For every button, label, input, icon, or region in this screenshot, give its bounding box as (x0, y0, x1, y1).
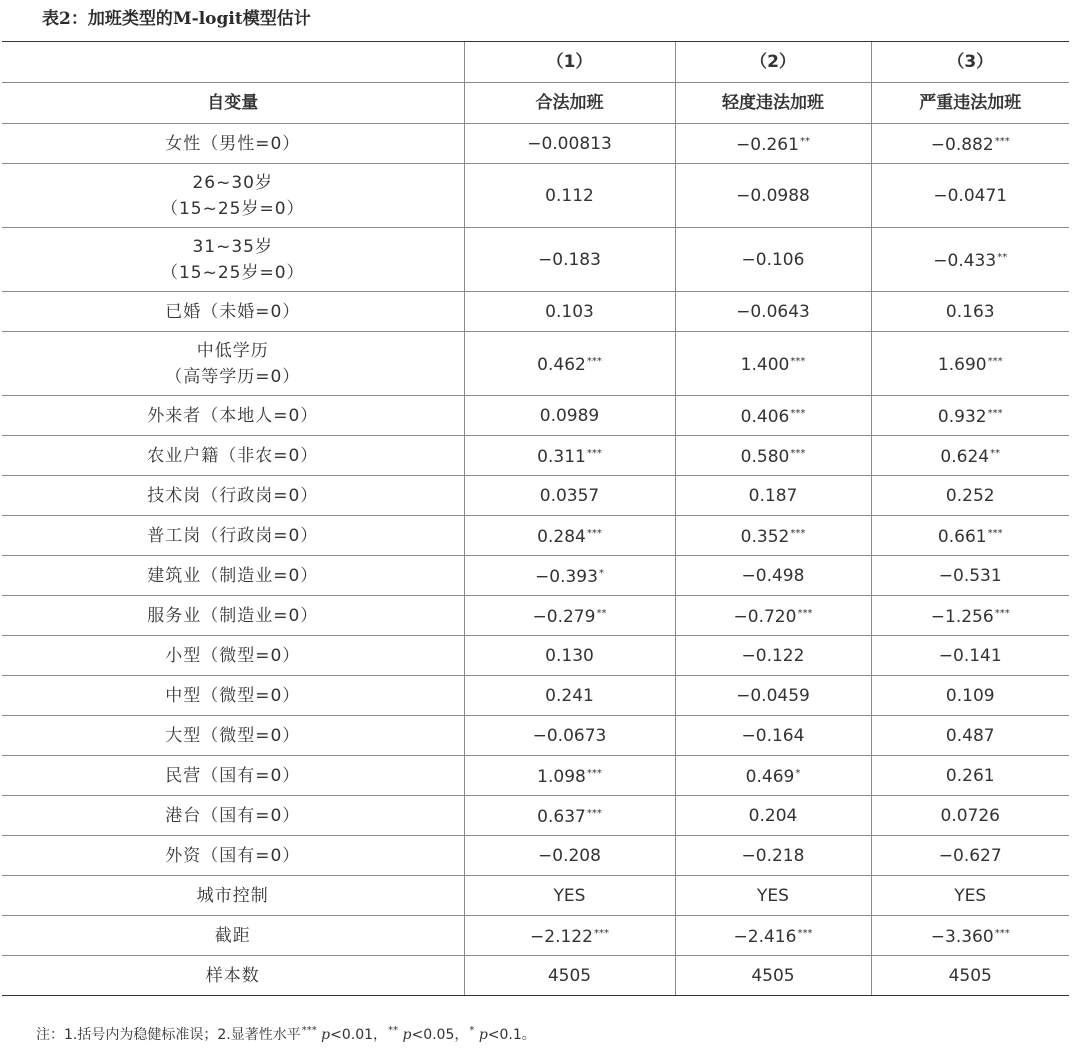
coefficient-cell (675, 476, 871, 516)
variable-name-line: 中低学历 (196, 340, 269, 361)
table-row (2, 476, 1069, 516)
coefficient-value: 4505 (751, 965, 795, 986)
p-symbol: p (402, 1027, 412, 1043)
variable-name-cell (2, 716, 464, 756)
coefficient-cell (871, 716, 1069, 756)
coefficient-value: −0.279 (532, 607, 596, 627)
significance-stars: *** (586, 356, 602, 367)
table-row (2, 332, 1069, 396)
significance-stars: *** (797, 608, 813, 619)
variable-name-line: 截距 (214, 925, 251, 946)
coefficient-value: −1.256 (930, 607, 994, 627)
coefficient-cell (464, 396, 675, 436)
variable-name-line: 外资（国有=0） (165, 845, 301, 866)
coefficient-cell (871, 124, 1069, 164)
model-number: （1） (464, 42, 675, 83)
coefficient-value: −2.416 (733, 927, 797, 947)
coefficient-value: 0.163 (945, 301, 995, 322)
variable-name-line: 26~30岁 (192, 172, 273, 193)
coefficient-cell (464, 292, 675, 332)
variable-name-line: 建筑业（制造业=0） (147, 565, 319, 586)
significance-stars: * (598, 568, 604, 579)
variable-name-line: 普工岗（行政岗=0） (147, 525, 319, 546)
coefficient-cell (464, 676, 675, 716)
coefficient-value: 0.284 (537, 527, 586, 547)
coefficient-value: 0.252 (945, 485, 995, 506)
variable-name-line: 女性（男性=0） (165, 133, 301, 154)
variable-name-line: 已婚（未婚=0） (165, 301, 301, 322)
model-number: （2） (675, 42, 871, 83)
significance-stars: *** (586, 768, 602, 779)
variable-name-line: 民营（国有=0） (165, 765, 301, 786)
coefficient-cell (675, 436, 871, 476)
coefficient-value: −3.360 (930, 927, 994, 947)
column-header: 轻度违法加班 (675, 83, 871, 124)
table-row (2, 836, 1069, 876)
table-row (2, 292, 1069, 332)
variable-name-cell (2, 124, 464, 164)
variable-name-line: 外来者（本地人=0） (147, 405, 319, 426)
coefficient-cell (675, 516, 871, 556)
variable-name-line: 技术岗（行政岗=0） (147, 485, 319, 506)
coefficient-value: 1.690 (937, 355, 987, 375)
coefficient-value: 0.406 (740, 407, 790, 427)
coefficient-value: 0.0989 (539, 405, 600, 426)
coefficient-value: YES (757, 885, 789, 906)
coefficient-cell (871, 836, 1069, 876)
coefficient-value: −0.00813 (527, 133, 612, 154)
coefficient-value: −0.106 (741, 249, 805, 270)
coefficient-value: −0.0673 (532, 725, 607, 746)
coefficient-cell (871, 396, 1069, 436)
column-header: 合法加班 (464, 83, 675, 124)
table-note (36, 1024, 536, 1044)
coefficient-cell (675, 836, 871, 876)
variable-name-line: （高等学历=0） (165, 366, 301, 387)
table-row (2, 556, 1069, 596)
coefficient-value: 0.109 (945, 685, 995, 706)
coefficient-cell (675, 396, 871, 436)
significance-stars: ** (596, 608, 607, 619)
table-row (2, 124, 1069, 164)
coefficient-cell (675, 716, 871, 756)
coefficient-cell (464, 956, 675, 996)
variable-name-cell (2, 876, 464, 916)
significance-marker: ** (388, 1025, 399, 1036)
variable-name-cell (2, 756, 464, 796)
table-body (2, 124, 1069, 996)
model-number: （3） (871, 42, 1069, 83)
coefficient-cell (871, 636, 1069, 676)
coefficient-value: −0.164 (741, 725, 805, 746)
coefficient-cell (871, 916, 1069, 956)
table-row (2, 756, 1069, 796)
coefficient-value: 0.311 (537, 447, 586, 467)
coefficient-value: −0.627 (938, 845, 1002, 866)
coefficient-cell (871, 756, 1069, 796)
coefficient-cell (464, 756, 675, 796)
coefficient-value: 1.098 (537, 767, 586, 787)
significance-stars: ** (799, 136, 810, 147)
coefficient-value: −0.0471 (933, 185, 1008, 206)
coefficient-cell (464, 796, 675, 836)
coefficient-cell (871, 556, 1069, 596)
coefficient-cell (675, 676, 871, 716)
variable-name-cell (2, 916, 464, 956)
variable-name-line: 农业户籍（非农=0） (147, 445, 319, 466)
significance-stars: *** (790, 408, 806, 419)
model-number-row (2, 42, 1069, 83)
coefficient-value: 0.103 (545, 301, 594, 322)
coefficient-value: 0.469 (745, 767, 795, 787)
coefficient-cell (675, 876, 871, 916)
significance-stars: *** (987, 408, 1003, 419)
variable-name-line: 中型（微型=0） (165, 685, 301, 706)
note-threshold: <0.05， (411, 1027, 469, 1043)
coefficient-cell (871, 292, 1069, 332)
coefficient-cell (871, 436, 1069, 476)
variable-name-cell (2, 476, 464, 516)
coefficient-value: −0.720 (733, 607, 797, 627)
coefficient-cell (464, 556, 675, 596)
variable-name-cell (2, 164, 464, 228)
coefficient-value: 1.400 (740, 355, 790, 375)
p-symbol: p (321, 1027, 331, 1043)
variable-name-line: （15~25岁=0） (160, 198, 305, 219)
note-threshold: <0.01， (330, 1027, 388, 1043)
table-row (2, 636, 1069, 676)
coefficient-cell (871, 676, 1069, 716)
coefficient-value: 0.580 (740, 447, 790, 467)
coefficient-value: −0.0459 (736, 685, 810, 706)
coefficient-cell (675, 124, 871, 164)
significance-stars: *** (987, 528, 1003, 539)
coefficient-value: 0.204 (748, 805, 798, 826)
significance-stars: *** (593, 928, 609, 939)
significance-stars: *** (994, 928, 1010, 939)
coefficient-value: 0.487 (945, 725, 995, 746)
coefficient-value: −0.882 (930, 135, 994, 155)
coefficient-value: −0.261 (736, 135, 799, 155)
coefficient-value: 0.637 (537, 807, 586, 827)
coefficient-value: 0.130 (545, 645, 594, 666)
coefficient-value: 0.0357 (539, 485, 600, 506)
coefficient-value: −0.218 (741, 845, 805, 866)
coefficient-value: −0.393 (535, 567, 598, 587)
coefficient-cell (675, 556, 871, 596)
coefficient-cell (871, 476, 1069, 516)
significance-stars: ** (990, 448, 1001, 459)
variable-name-cell (2, 292, 464, 332)
coefficient-value: 0.352 (740, 527, 790, 547)
regression-table (2, 41, 1069, 996)
coefficient-cell (871, 876, 1069, 916)
coefficient-cell (464, 836, 675, 876)
coefficient-cell (464, 164, 675, 228)
coefficient-cell (464, 636, 675, 676)
coefficient-cell (871, 228, 1069, 292)
coefficient-cell (871, 516, 1069, 556)
coefficient-cell (464, 436, 675, 476)
variable-name-line: 港台（国有=0） (165, 805, 301, 826)
coefficient-value: −0.498 (741, 565, 805, 586)
coefficient-value: 0.661 (937, 527, 987, 547)
coefficient-cell (871, 596, 1069, 636)
coefficient-value: 0.624 (940, 447, 990, 467)
significance-stars: *** (790, 448, 806, 459)
header-blank-cell (2, 42, 464, 83)
coefficient-cell (675, 228, 871, 292)
coefficient-cell (464, 516, 675, 556)
coefficient-cell (675, 164, 871, 228)
variable-name-cell (2, 636, 464, 676)
coefficient-cell (675, 596, 871, 636)
table-row (2, 676, 1069, 716)
coefficient-value: 0.112 (545, 185, 594, 206)
coefficient-cell (464, 876, 675, 916)
variable-name-line: 样本数 (205, 965, 260, 986)
variable-column-header: 自变量 (2, 83, 464, 124)
variable-name-line: 小型（微型=0） (165, 645, 301, 666)
coefficient-cell (464, 124, 675, 164)
coefficient-cell (464, 916, 675, 956)
coefficient-cell (871, 332, 1069, 396)
coefficient-value: −0.183 (538, 249, 601, 270)
significance-marker: * (469, 1025, 475, 1036)
coefficient-value: −0.0643 (736, 301, 810, 322)
table-row (2, 876, 1069, 916)
coefficient-value: 0.241 (545, 685, 594, 706)
significance-stars: ** (997, 252, 1008, 263)
coefficient-value: 4505 (547, 965, 592, 986)
coefficient-value: YES (553, 885, 586, 906)
coefficient-cell (675, 332, 871, 396)
significance-stars: *** (994, 136, 1010, 147)
variable-name-cell (2, 436, 464, 476)
table-row (2, 436, 1069, 476)
table-row (2, 716, 1069, 756)
variable-name-cell (2, 332, 464, 396)
table-row (2, 516, 1069, 556)
variable-name-cell (2, 516, 464, 556)
significance-stars: *** (586, 808, 602, 819)
coefficient-cell (675, 916, 871, 956)
coefficient-cell (675, 796, 871, 836)
table-row (2, 956, 1069, 996)
coefficient-cell (675, 956, 871, 996)
variable-name-cell (2, 396, 464, 436)
table-row (2, 596, 1069, 636)
coefficient-cell (464, 476, 675, 516)
note-threshold: <0.1。 (487, 1027, 536, 1043)
variable-name-cell (2, 556, 464, 596)
variable-name-cell (2, 676, 464, 716)
variable-name-line: 大型（微型=0） (165, 725, 301, 746)
significance-stars: *** (790, 528, 806, 539)
p-symbol: p (478, 1027, 488, 1043)
coefficient-value: −2.122 (530, 927, 593, 947)
coefficient-value: 0.462 (537, 355, 586, 375)
variable-name-line: 城市控制 (196, 885, 269, 906)
coefficient-value: −0.433 (933, 251, 997, 271)
note-text: 注：1.括号内为稳健标准误；2.显著性水平 (36, 1027, 301, 1043)
table-row (2, 228, 1069, 292)
coefficient-cell (464, 332, 675, 396)
variable-name-cell (2, 796, 464, 836)
coefficient-cell (464, 228, 675, 292)
variable-name-line: 服务业（制造业=0） (147, 605, 319, 626)
table-row (2, 796, 1069, 836)
coefficient-cell (464, 716, 675, 756)
table-row (2, 164, 1069, 228)
coefficient-value: −0.0988 (736, 185, 810, 206)
coefficient-value: 0.0726 (940, 805, 1000, 826)
coefficient-cell (871, 956, 1069, 996)
column-header-row (2, 83, 1069, 124)
table-row (2, 916, 1069, 956)
variable-name-cell (2, 596, 464, 636)
table-title: 表2：加班类型的M-logit模型估计 (42, 9, 311, 29)
variable-name-cell (2, 956, 464, 996)
significance-stars: *** (586, 448, 602, 459)
variable-name-line: （15~25岁=0） (160, 262, 305, 283)
coefficient-value: 4505 (948, 965, 992, 986)
coefficient-value: 0.261 (945, 765, 995, 786)
table-row (2, 396, 1069, 436)
significance-stars: *** (987, 356, 1003, 367)
significance-stars: * (795, 768, 801, 779)
coefficient-cell (871, 164, 1069, 228)
coefficient-cell (675, 292, 871, 332)
significance-stars: *** (790, 356, 806, 367)
variable-name-cell (2, 228, 464, 292)
coefficient-cell (675, 756, 871, 796)
column-header: 严重违法加班 (871, 83, 1069, 124)
coefficient-value: −0.208 (538, 845, 601, 866)
significance-stars: *** (586, 528, 602, 539)
coefficient-cell (871, 796, 1069, 836)
coefficient-value: −0.531 (938, 565, 1002, 586)
coefficient-value: YES (954, 885, 987, 906)
significance-marker: *** (301, 1025, 317, 1036)
significance-stars: *** (797, 928, 813, 939)
variable-name-line: 31~35岁 (192, 236, 273, 257)
coefficient-cell (675, 636, 871, 676)
coefficient-value: −0.122 (741, 645, 805, 666)
coefficient-value: 0.932 (937, 407, 987, 427)
significance-stars: *** (994, 608, 1010, 619)
coefficient-value: −0.141 (938, 645, 1002, 666)
coefficient-cell (464, 596, 675, 636)
coefficient-value: 0.187 (748, 485, 798, 506)
variable-name-cell (2, 836, 464, 876)
